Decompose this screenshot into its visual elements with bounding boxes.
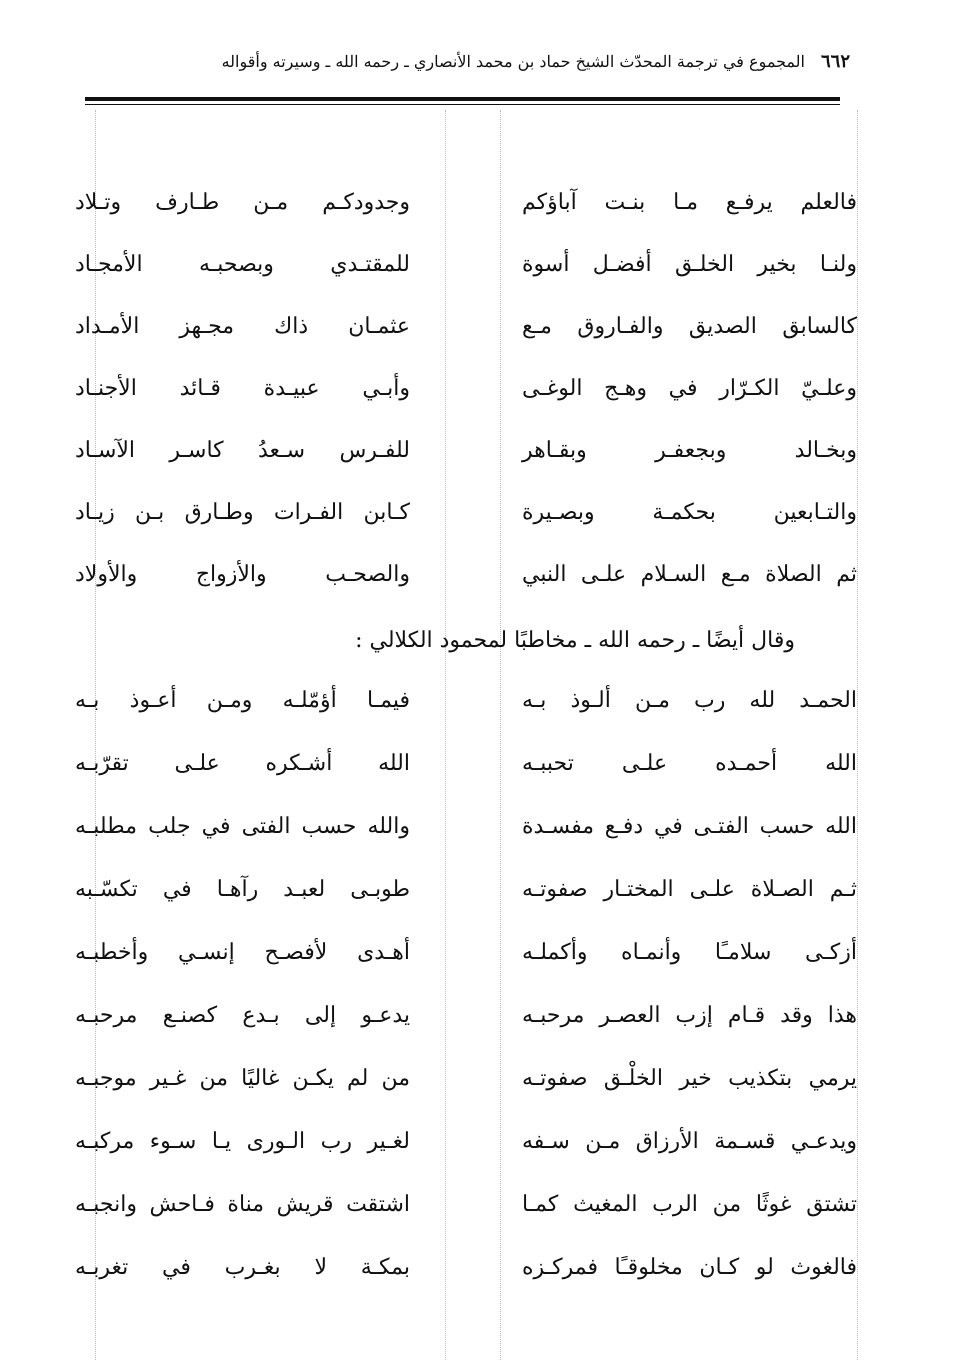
verse-line [0, 500, 955, 540]
second-hemistich: للمقتـدي وبصحبـه الأمجـاد [75, 252, 410, 277]
verse-line [0, 877, 955, 917]
verse-line [0, 376, 955, 416]
second-hemistich: عثمـان ذاك مجـهز الأمـداد [75, 314, 410, 339]
verse-line [0, 1255, 955, 1295]
verse-line [0, 252, 955, 292]
second-hemistich: لغـير رب الـورى يـا سـوء مركبـه [75, 1129, 410, 1154]
first-hemistich: ولنـا بخير الخلـق أفضـل أسوة [522, 252, 857, 277]
verse-line [0, 940, 955, 980]
first-hemistich: فالغوث لو كـان مخلوقـًا فمركـزه [522, 1255, 857, 1280]
first-hemistich: الحمـد لله رب مـن ألـوذ بـه [522, 688, 857, 713]
verse-line [0, 1192, 955, 1232]
second-hemistich: كـابن الفـرات وطـارق بـن زيـاد [75, 500, 410, 525]
scan-guide-line [95, 110, 96, 1360]
first-hemistich: وبخـالد وبجعفـر وبقـاهر [522, 438, 857, 463]
running-header [180, 46, 850, 76]
verse-line [0, 1003, 955, 1043]
second-hemistich: للفـرس سـعدُ كاسـر الآسـاد [75, 438, 410, 463]
running-title: المجموع في ترجمة المحدّث الشيخ حماد بن محمد الأنصاري ـ رحمه الله ـ وسيرته وأقواله [221, 51, 805, 71]
first-hemistich: يرمي بتكذيب خير الخلْـق صفوتـه [522, 1066, 857, 1091]
second-hemistich: الله أشـكره علـى تقرّبـه [75, 751, 410, 776]
first-hemistich: فالعلم يرفـع مـا بنـت آباؤكم [522, 190, 857, 215]
verse-line [0, 1066, 955, 1106]
first-hemistich: ثم الصلاة مـع السـلام علـى النبي [522, 562, 857, 587]
first-hemistich: ويدعـي قسـمة الأرزاق مـن سـفه [522, 1129, 857, 1154]
scan-guide-line [857, 110, 858, 1360]
second-hemistich: وجدودكـم مـن طـارف وتـلاد [75, 190, 410, 215]
verse-line [0, 562, 955, 602]
verse-line [0, 814, 955, 854]
verse-line [0, 190, 955, 230]
verse-line [0, 688, 955, 728]
second-hemistich: فيمـا أؤمّلـه ومـن أعـوذ بـه [75, 688, 410, 713]
first-hemistich: كالسابق الصديق والفـاروق مـع [522, 314, 857, 339]
page-number: ٦٦٢ [820, 50, 850, 72]
verse-line [0, 751, 955, 791]
verse-line [0, 314, 955, 354]
second-hemistich: طوبـى لعبـد رآهـا في تكسّـبه [75, 877, 410, 902]
second-hemistich: بمكـة لا بغـرب في تغربـه [75, 1255, 410, 1280]
first-hemistich: الله حسب الفتـى في دفـع مفسـدة [522, 814, 857, 839]
first-hemistich: والتـابعين بحكمـة وبصـيرة [522, 500, 857, 525]
first-hemistich: وعلـيّ الكـرّار في وهـج الوغـى [522, 376, 857, 401]
second-hemistich: أهـدى لأفصـح إنسـي وأخطبـه [75, 940, 410, 965]
first-hemistich: الله أحمـده علـى تحببـه [522, 751, 857, 776]
second-hemistich: والصحـب والأزواج والأولاد [75, 562, 410, 587]
header-rule-thin [85, 104, 840, 105]
intro-line: وقال أيضًا ـ رحمه الله ـ مخاطبًا لمحمود الكلالي : [355, 628, 795, 653]
scan-guide-line [445, 110, 446, 1360]
second-hemistich: وأبـي عبيـدة قـائد الأجنـاد [75, 376, 410, 401]
first-hemistich: تشتق غوثًا من الرب المغيث كمـا [522, 1192, 857, 1217]
second-hemistich: يدعـو إلى بـدع كصنـع مرحبـه [75, 1003, 410, 1028]
header-rule-thick [85, 97, 840, 101]
verse-line [0, 438, 955, 478]
second-hemistich: والله حسب الفتى في جلب مطلبـه [75, 814, 410, 839]
first-hemistich: هذا وقد قـام إزب العصـر مرحبـه [522, 1003, 857, 1028]
second-hemistich: من لم يكـن غاليًا من غـير موجبـه [75, 1066, 410, 1091]
second-hemistich: اشتقت قريش مناة فـاحش وانجبـه [75, 1192, 410, 1217]
verse-line [0, 1129, 955, 1169]
first-hemistich: أزكـى سلامـًا وأنمـاه وأكملـه [522, 940, 857, 965]
scan-guide-line [500, 110, 501, 1360]
first-hemistich: ثـم الصـلاة علـى المختـار صفوتـه [522, 877, 857, 902]
